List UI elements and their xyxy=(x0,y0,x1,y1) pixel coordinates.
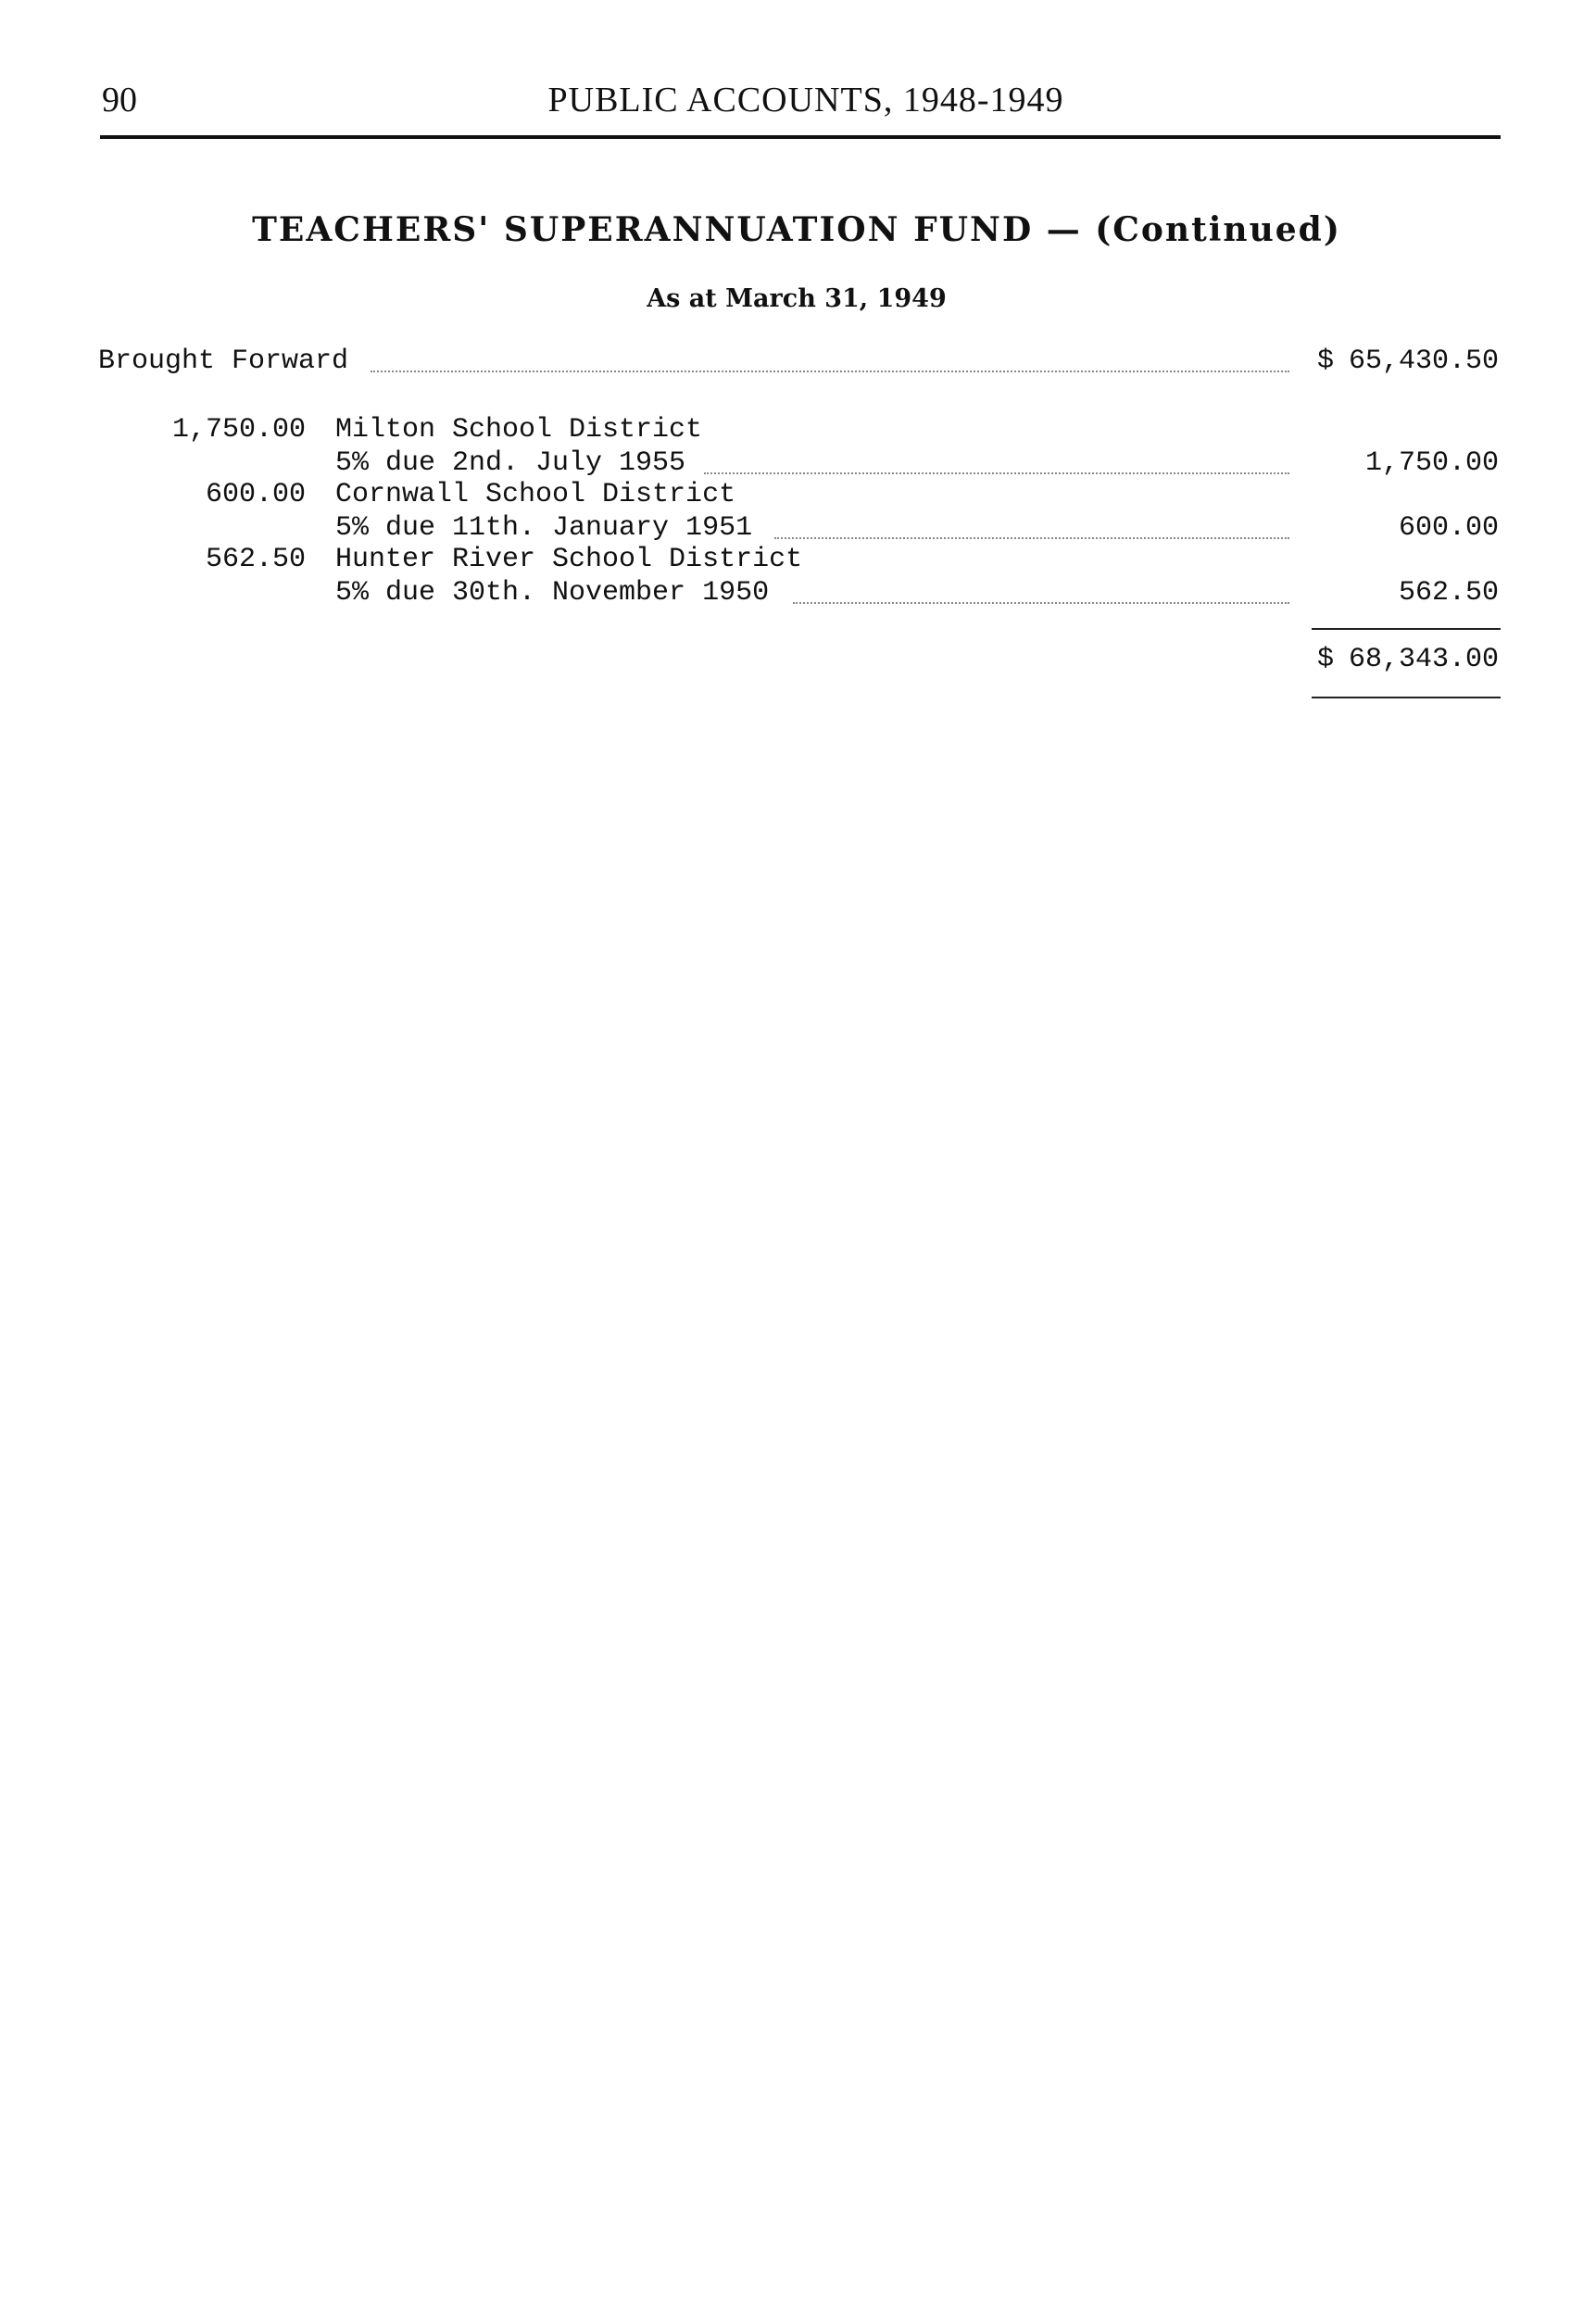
entry-terms-row xyxy=(0,511,1596,545)
entry-terms: 5% due 11th. January 1951 xyxy=(335,512,753,544)
dot-leader xyxy=(774,535,1289,539)
dot-leader xyxy=(371,369,1289,372)
entry-amount: 600.00 xyxy=(1398,512,1499,544)
total-rule xyxy=(1312,697,1501,698)
subtotal-rule xyxy=(1312,628,1501,630)
page-number: 90 xyxy=(102,81,137,119)
dot-leader xyxy=(793,600,1289,604)
entry-terms: 5% due 30th. November 1950 xyxy=(335,577,770,609)
page-header xyxy=(0,0,1596,148)
entry-terms-row xyxy=(0,576,1596,610)
entry-name-row xyxy=(0,543,1596,576)
entry-par-value: 1,750.00 xyxy=(171,414,306,446)
currency-symbol: $ xyxy=(1317,644,1335,675)
entry-name-row xyxy=(0,413,1596,446)
as-at-date: As at March 31, 1949 xyxy=(647,284,947,313)
entry-name: Cornwall School District xyxy=(335,479,736,510)
entry-par-value: 562.50 xyxy=(205,544,306,575)
total-amount: 68,343.00 xyxy=(1348,644,1499,675)
entry-terms: 5% due 2nd. July 1955 xyxy=(335,447,686,479)
brought-forward-row xyxy=(0,345,1596,378)
entry-amount: 1,750.00 xyxy=(1364,447,1499,479)
running-title: PUBLIC ACCOUNTS, 1948-1949 xyxy=(547,81,1064,119)
brought-forward-label: Brought Forward xyxy=(98,346,349,377)
entry-par-value: 600.00 xyxy=(205,479,306,510)
total-row xyxy=(0,643,1596,676)
entry-name: Hunter River School District xyxy=(335,544,803,575)
brought-forward-amount: 65,430.50 xyxy=(1348,346,1499,377)
entry-name: Milton School District xyxy=(335,414,703,446)
currency-symbol: $ xyxy=(1317,346,1335,377)
dot-leader xyxy=(704,471,1289,474)
section-title: TEACHERS' SUPERANNUATION FUND — (Continued) xyxy=(252,210,1341,249)
header-rule xyxy=(100,135,1501,139)
entry-terms-row xyxy=(0,446,1596,480)
entry-name-row xyxy=(0,478,1596,511)
entry-amount: 562.50 xyxy=(1398,577,1499,609)
